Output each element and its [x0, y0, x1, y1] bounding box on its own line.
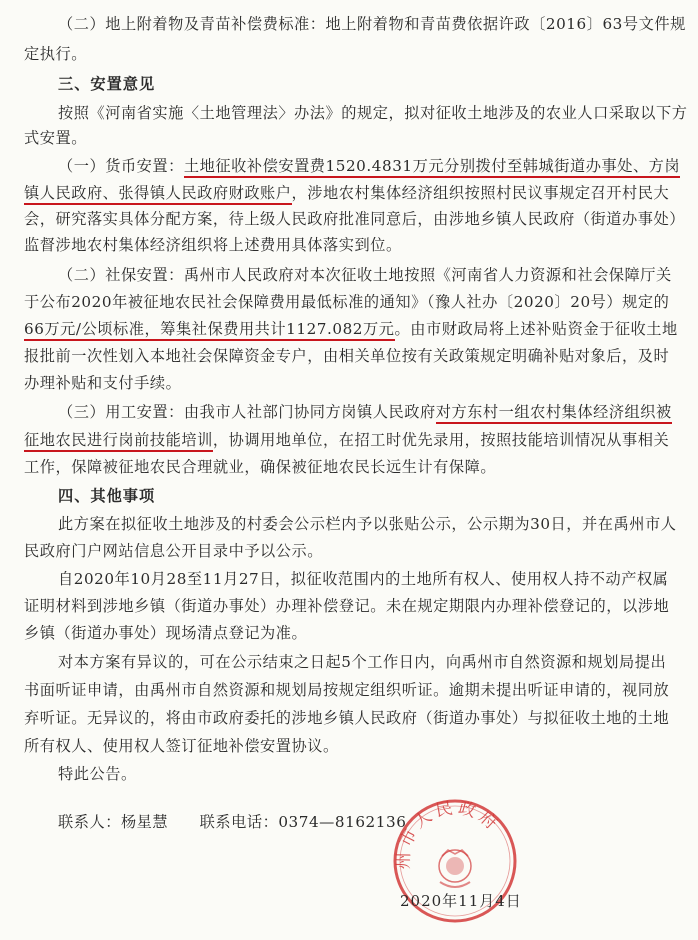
section-4-heading: 四、其他事项 [58, 487, 156, 505]
para-line-9: 监督涉地农村集体经济组织将上述费用具体落实到位。 [24, 236, 402, 254]
para-line-27: 所有权人、使用权人签订征地补偿安置协议。 [24, 737, 339, 755]
issue-date: 2020年11月4日 [400, 892, 522, 910]
para-line-11: 于公布2020年被征地农民社会保障费用最低标准的通知》（豫人社办〔2020〕20号）规定的 [24, 293, 670, 311]
contact-line: 联系人：杨星慧 联系电话：0374—8162136 [58, 813, 407, 831]
para-line-7-rest: ，涉地农村集体经济组织按照村民议事规定召开村民大 [291, 184, 670, 202]
para-line-25: 书面听证申请，由禹州市自然资源和规划局按规定组织听证。逾期未提出听证申请的，视同放 [24, 681, 670, 699]
para-line-21: 自2020年10月28至11月27日，拟征收范围内的土地所有权人、使用权人持不动产权属 [58, 570, 669, 588]
para-line-22: 证明材料到涉地乡镇（街道办事处）办理补偿登记。未在规定期限内办理补偿登记的，以涉地 [24, 597, 670, 615]
highlighted-account-text: 镇人民政府、张得镇人民政府财政账户 [24, 184, 292, 205]
para-line-13: 报批前一次性划入本地社会保障资金专户，由相关单位按有关政策规定明确补贴对象后，及时 [24, 347, 670, 365]
svg-text:州市人民政府: 州市人民政府 [393, 797, 504, 870]
para-line-23: 乡镇（街道办事处）现场清点登记为准。 [24, 624, 308, 642]
para-line-19: 此方案在拟征收土地涉及的村委会公示栏内予以张贴公示，公示期为30日，并在禹州市人 [58, 515, 677, 533]
para-line-14: 办理补贴和支付手续。 [24, 374, 182, 392]
para-line-5: 式安置。 [24, 129, 87, 147]
para-line-6 [58, 156, 698, 176]
highlighted-compensation-text: 土地征收补偿安置费1520.4831万元分别拨付至韩城街道办事处、方岗 [184, 157, 680, 178]
para-line-17: 工作，保障被征地农民合理就业，确保被征地农民长远生计有保障。 [24, 458, 497, 476]
para-line-26: 弃听证。无异议的，将由市政府委托的涉地乡镇人民政府（街道办事处）与拟征收土地的土地 [24, 709, 670, 727]
para-line-1: （二）地上附着物及青苗补偿费标准：地上附着物和青苗费依据许政〔2016〕63号文件规 [58, 15, 686, 33]
para-line-7 [24, 183, 670, 203]
para-line-12-rest: 。由市财政局将上述补贴资金于征收土地 [394, 320, 678, 338]
highlighted-social-security-text: 66万元/公顷标准，筹集社保费用共计1127.082万元 [24, 320, 395, 341]
para-line-28: 特此公告。 [58, 765, 137, 783]
para-line-2: 定执行。 [24, 45, 87, 63]
currency-placement-label: （一）货币安置： [58, 157, 184, 175]
para-line-8: 会，研究落实具体分配方案，待上级人民政府批准同意后，由涉地乡镇人民政府（街道办事处） [24, 210, 685, 228]
para-line-10: （二）社保安置：禹州市人民政府对本次征收土地按照《河南省人力资源和社会保障厅关 [58, 266, 672, 284]
section-3-heading: 三、安置意见 [58, 75, 156, 93]
highlighted-training-text-1: 对方东村一组农村集体经济组织被 [436, 403, 672, 424]
para-line-15-start: （三）用工安置：由我市人社部门协同方岗镇人民政府 [58, 403, 436, 421]
para-line-24: 对本方案有异议的，可在公示结束之日起5个工作日内，向禹州市自然资源和规划局提出 [58, 653, 667, 671]
para-line-16-rest: ，协调用地单位，在招工时优先录用，按照技能培训情况从事相关 [212, 431, 670, 449]
highlighted-training-text-2: 征地农民进行岗前技能培训 [24, 431, 213, 452]
para-line-15 [58, 402, 698, 422]
para-line-4: 按照《河南省实施〈土地管理法〉办法》的规定，拟对征收土地涉及的农业人口采取以下方 [58, 104, 688, 122]
para-line-20: 民政府门户网站信息公开目录中予以公示。 [24, 542, 324, 560]
para-line-16 [24, 430, 670, 450]
para-line-12 [24, 319, 678, 339]
